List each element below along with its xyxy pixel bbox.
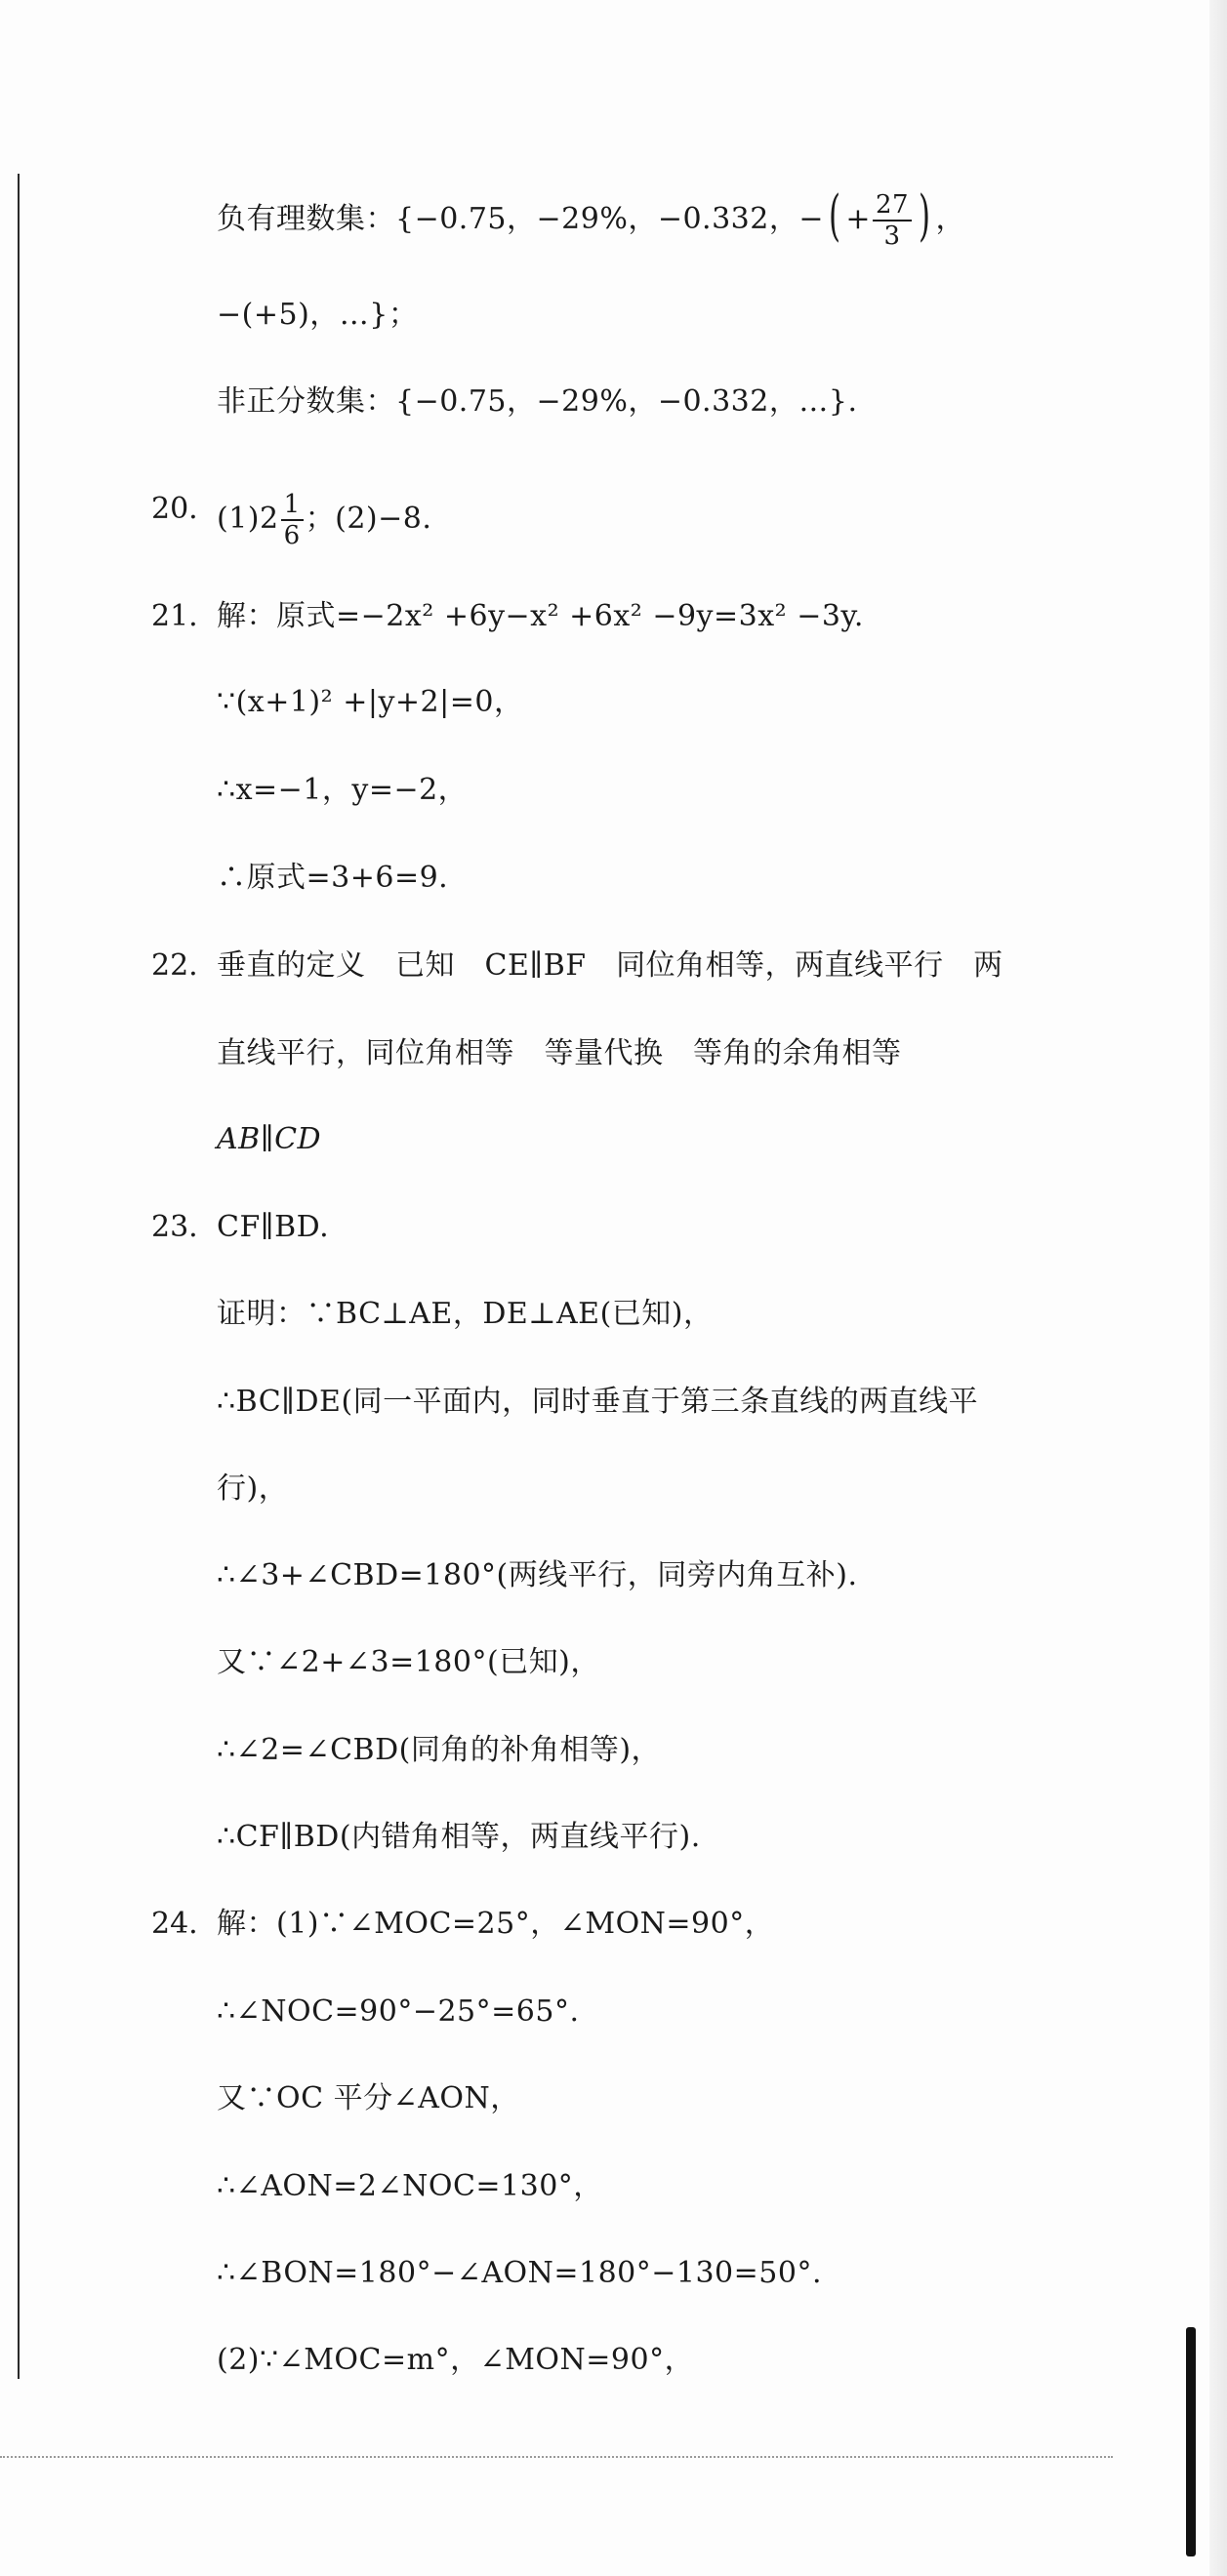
non-positive-fraction-set: 非正分数集：{−0.75，−29%，−0.332，…}. (217, 384, 858, 419)
right-paren: ) (919, 184, 931, 248)
page-right-edge (1209, 0, 1227, 2576)
fraction-denominator: 6 (283, 521, 301, 550)
q24-line-5: ∴∠BON=180°−∠AON=180°−130=50°. (217, 2256, 822, 2290)
fraction-1-6 (281, 490, 304, 550)
q23-line-6: 又∵∠2+∠3=180°(已知)， (217, 1645, 600, 1679)
fraction-27-3 (873, 190, 912, 251)
negative-rational-set-text: 负有理数集：{−0.75，−29%，−0.332，− (217, 202, 824, 236)
q21-line-4: ∴原式=3+6=9. (217, 861, 449, 895)
q23-line-8: ∴CF∥BD(内错角相等，两直线平行). (217, 1820, 701, 1854)
q23-line-4: 行)， (217, 1471, 289, 1506)
q20-part1: (1)2 (217, 502, 279, 536)
fraction-denominator: 3 (883, 221, 901, 251)
q20-part2: ；(2)−8. (305, 502, 432, 536)
q22-line-1: 垂直的定义 已知 CE∥BF 同位角相等，两直线平行 两 (217, 948, 1003, 983)
dotted-divider (0, 2456, 1113, 2458)
left-paren: ( (829, 184, 841, 248)
q23-line-3: ∴BC∥DE(同一平面内，同时垂直于第三条直线的两直线平 (217, 1385, 979, 1419)
q21-line-2: ∵(x+1)² +|y+2|=0， (217, 685, 524, 719)
q20-answer (217, 490, 431, 550)
negative-rational-set-line: 负有理数集：{−0.75，−29%，−0.332，−( + $\frac{27}{3}$ ) ， (217, 184, 965, 251)
negative-rational-set-cont: −(+5)，…}； (217, 298, 419, 332)
q22-line-2: 直线平行，同位角相等 等量代换 等角的余角相等 (217, 1036, 902, 1070)
q21-line-1: 解：原式=−2x² +6y−x² +6x² −9y=3x² −3y. (217, 599, 864, 633)
q23-number: 23. (151, 1210, 198, 1244)
q22-line-3: AB∥CD (217, 1122, 322, 1156)
q24-number: 24. (151, 1907, 198, 1941)
binding-mark (1186, 2327, 1196, 2556)
q24-line-1: 解：(1)∵∠MOC=25°，∠MON=90°， (217, 1907, 775, 1941)
q20-number: 20. (151, 492, 198, 526)
q24-line-3: 又∵OC 平分∠AON， (217, 2081, 520, 2115)
q21-line-3: ∴x=−1，y=−2， (217, 773, 469, 807)
q22-number: 22. (151, 948, 198, 983)
q23-line-1: CF∥BD. (217, 1210, 330, 1244)
q23-line-2: 证明：∵BC⊥AE，DE⊥AE(已知)， (217, 1297, 714, 1331)
q24-line-6: (2)∵∠MOC=m°，∠MON=90°， (217, 2343, 695, 2377)
q21-number: 21. (151, 599, 198, 633)
q23-line-7: ∴∠2=∠CBD(同角的补角相等)， (217, 1733, 662, 1767)
left-margin-line (18, 174, 20, 2379)
fraction-numerator: 1 (281, 490, 304, 521)
q23-line-5: ∴∠3+∠CBD=180°(两线平行，同旁内角互补). (217, 1558, 858, 1592)
q24-line-4: ∴∠AON=2∠NOC=130°， (217, 2169, 603, 2203)
q24-line-2: ∴∠NOC=90°−25°=65°. (217, 1994, 580, 2029)
fraction-numerator: 27 (873, 190, 912, 221)
